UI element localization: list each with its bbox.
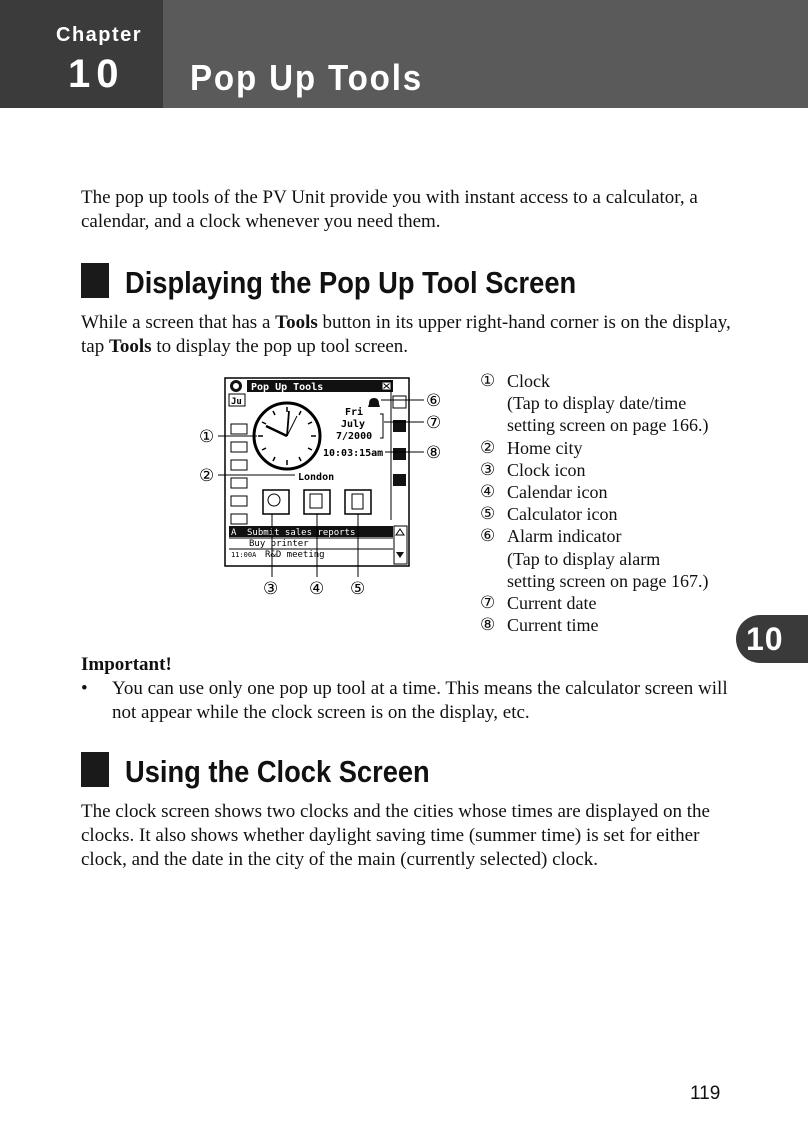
legend-number: ④ <box>480 482 496 503</box>
important-label: Important! <box>81 654 172 675</box>
date-full: 7/2000 <box>336 431 373 442</box>
left-button[interactable] <box>231 496 247 506</box>
list-row-1-marks: A <box>231 528 237 538</box>
important-text: You can use only one pop up tool at a time. This means the calculator screen will not appear while the clock screen is on the display, etc. <box>112 678 728 723</box>
callout-6: ⑥ <box>426 391 442 411</box>
tools-keyword: Tools <box>108 336 152 357</box>
legend-text: Alarm indicator <box>507 526 622 547</box>
legend-note: (Tap to display alarm <box>507 548 661 569</box>
screen-illustration <box>195 370 455 600</box>
left-button[interactable] <box>231 514 247 524</box>
right-tab[interactable] <box>393 474 406 486</box>
chapter-number: 10 <box>68 52 125 96</box>
legend-text: Current date <box>507 593 597 614</box>
callout-7: ⑦ <box>426 413 442 433</box>
chapter-title: Pop Up Tools <box>190 57 424 98</box>
legend-item <box>480 592 740 614</box>
app-menu-icon-inner <box>233 383 239 389</box>
legend-text: Home city <box>507 437 583 458</box>
body-text: to display the pop up tool screen. <box>151 336 409 357</box>
current-time: 10:03:15am <box>323 448 384 459</box>
body-text: While a screen that has a <box>81 312 276 333</box>
legend-text: Calendar icon <box>507 482 608 503</box>
legend-item <box>480 525 740 547</box>
callout-1: ① <box>199 427 215 447</box>
right-tab[interactable] <box>393 396 406 408</box>
left-button[interactable] <box>231 460 247 470</box>
side-tab-label: Ju <box>231 397 242 407</box>
left-button[interactable] <box>231 478 247 488</box>
legend-text: Calculator icon <box>507 504 618 525</box>
callout-8: ⑧ <box>426 443 442 463</box>
legend-item <box>480 370 740 392</box>
calendar-tool-glyph <box>310 494 322 508</box>
section1-body <box>81 311 731 359</box>
legend-number: ⑦ <box>480 593 496 614</box>
legend-note: setting screen on page 166.) <box>507 415 709 436</box>
chapter-side-tab <box>736 615 808 663</box>
left-button[interactable] <box>231 442 247 452</box>
section2-body: The clock screen shows two clocks and the cities whose times are displayed on the clocks. It also shows whether daylight saving time (summer time) is set for either clock, and the date in the city of the main (currently selected) clock. <box>81 801 710 870</box>
pop-up-tool-screen-figure <box>195 370 455 600</box>
heading-square-icon <box>81 752 109 787</box>
list-row-3[interactable]: R&D meeting <box>265 550 325 560</box>
intro-paragraph: The pop up tools of the PV Unit provide you with instant access to a calculator, a calendar, and a clock whenever you need them. <box>81 187 698 232</box>
clock-tool-icon[interactable] <box>263 490 289 514</box>
section-title: Using the Clock Screen <box>125 754 430 789</box>
left-button[interactable] <box>231 424 247 434</box>
legend-number: ① <box>480 371 496 391</box>
chapter-header <box>0 0 808 108</box>
callout-3: ③ <box>263 579 279 599</box>
tools-keyword: Tools <box>275 312 318 333</box>
home-city: London <box>298 472 335 483</box>
legend-text: Clock icon <box>507 459 586 480</box>
body-text: button in its upper right-hand corner is on the display, tap <box>81 312 731 357</box>
bullet-icon: • <box>81 678 88 699</box>
legend-note: (Tap to display date/time <box>507 393 687 414</box>
legend-note: setting screen on page 167.) <box>507 570 709 591</box>
calculator-tool-glyph <box>352 494 363 509</box>
legend-number: ⑥ <box>480 526 496 547</box>
chapter-label: Chapter <box>56 24 143 46</box>
legend-text: Clock <box>507 371 550 391</box>
legend-number: ⑤ <box>480 504 496 525</box>
list-row-3-time: 11:00A <box>231 551 257 559</box>
page-number: 119 <box>690 1083 721 1104</box>
callout-4: ④ <box>309 579 325 599</box>
legend-item <box>480 614 740 636</box>
legend-number: ⑧ <box>480 615 496 636</box>
legend-text: Current time <box>507 615 599 636</box>
window-title: Pop Up Tools <box>251 382 324 393</box>
legend-number: ③ <box>480 459 496 480</box>
right-tab[interactable] <box>393 448 406 460</box>
callout-5: ⑤ <box>350 579 366 599</box>
section-title: Displaying the Pop Up Tool Screen <box>125 265 577 300</box>
heading-square-icon <box>81 263 109 298</box>
figure-legend <box>480 370 740 636</box>
chapter-box <box>0 0 163 108</box>
legend-item <box>480 437 740 459</box>
list-row-2[interactable]: Buy printer <box>249 539 309 549</box>
list-row-1: Submit sales reports <box>247 528 356 538</box>
date-day: Fri <box>345 407 364 418</box>
legend-item <box>480 459 740 481</box>
legend-item <box>480 481 740 503</box>
legend-item <box>480 503 740 525</box>
date-month: July <box>341 419 366 430</box>
callout-2: ② <box>199 466 215 486</box>
side-tab-number: 10 <box>746 621 784 657</box>
legend-number: ② <box>480 437 496 458</box>
